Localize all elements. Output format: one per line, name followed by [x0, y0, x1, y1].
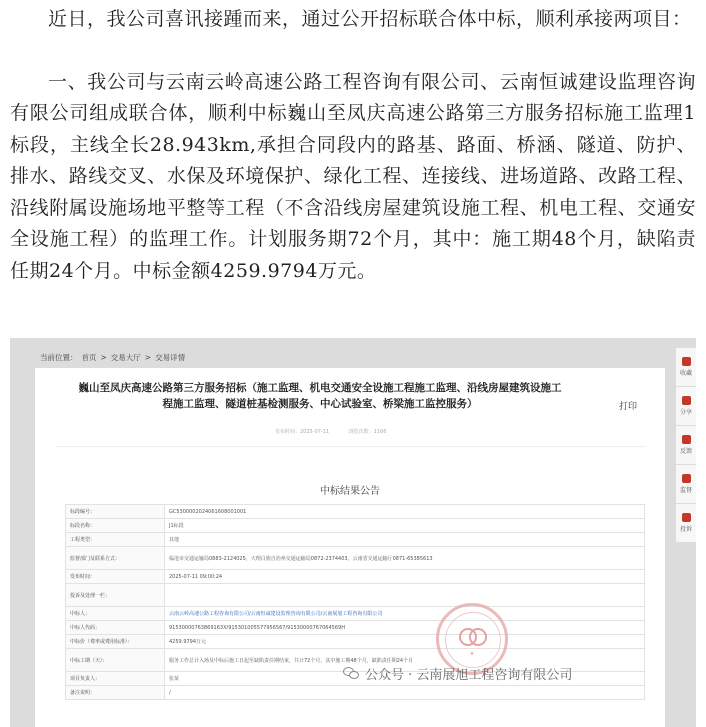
- wechat-watermark: [343, 664, 572, 683]
- row-value: GC5300002024061608001001: [165, 505, 645, 519]
- intro-paragraph: 近日，我公司喜讯接踵而来，通过公开招标联合体中标，顺利承接两项目：: [48, 8, 692, 30]
- table-row: [66, 584, 645, 607]
- row-value: 张某: [165, 672, 645, 686]
- table-row: [66, 519, 645, 533]
- sidebar-item-label: 投诉: [679, 526, 692, 533]
- table-row: [66, 570, 645, 584]
- breadcrumb-separator: >: [144, 353, 152, 362]
- table-row: [66, 635, 645, 649]
- alert-icon: [682, 513, 691, 522]
- breadcrumb-separator: >: [100, 353, 107, 362]
- message-icon: [682, 435, 691, 444]
- article: [10, 0, 696, 287]
- table-row: [66, 621, 645, 635]
- seal-emblem-right: [469, 628, 487, 646]
- row-value: 临沧市交通运输局0883-2124025，大理白族自治州交通运输局0872-2374403，云南省交通运输厅0871-65385613: [165, 547, 645, 570]
- sidebar-item-label: 监督: [679, 487, 692, 494]
- row-key: 工程类型：: [66, 533, 165, 547]
- embedded-screenshot: [10, 338, 696, 727]
- watermark-text: 公众号 · 云南展旭工程咨询有限公司: [365, 668, 573, 683]
- row-key: 中标人代码：: [66, 621, 165, 635]
- row-value: 2025-07-11 09:00:24: [165, 570, 645, 584]
- shield-icon: [682, 474, 691, 483]
- row-value: J1标段: [165, 519, 645, 533]
- table-row: [66, 607, 645, 621]
- breadcrumb-item-home[interactable]: 首页: [81, 353, 97, 362]
- sidebar-item-supervise[interactable]: [676, 465, 696, 504]
- publish-time: 发布时间：2025-07-11: [275, 429, 330, 435]
- star-icon: [682, 357, 691, 366]
- project-title: 巍山至凤庆高速公路第三方服务招标（施工监理、机电交通安全设施工程施工监理、沿线房屋建筑设施工程施工监理、隧道桩基检测服务、中心试验室、桥梁施工监控服务）: [78, 382, 562, 410]
- notice-title: 中标结果公告: [320, 486, 380, 497]
- project-one-paragraph: 一、我公司与云南云岭高速公路工程咨询有限公司、云南恒诚建设监理咨询有限公司组成联合体，顺利中标巍山至凤庆高速公路第三方服务招标施工监理1标段，主线全长28.943km,承担合同段内的路基、路面、桥涵、隧道、防护、排水、路线交叉、水保及环境保护、绿化工程、连接线、进场道路、改路工程、沿线附属设施场地平整等工程（不含沿线房屋建筑设施工程、机电工程、交通安全设施工程）的监理工作。计划服务期72个月，其中：施工期48个月，缺陷责任期24个月。中标金额4259.9794万元。: [10, 70, 696, 282]
- row-key: 项目负责人：: [66, 672, 165, 686]
- sidebar-item-feedback[interactable]: [676, 426, 696, 465]
- bid-price-value: 4259.9794万元: [165, 635, 645, 649]
- view-count: 浏览次数：1166: [348, 429, 387, 435]
- print-button[interactable]: 打印: [619, 402, 638, 412]
- publish-meta: [275, 428, 404, 435]
- table-row: [66, 686, 645, 700]
- sidebar-item-label: 收藏: [679, 370, 692, 377]
- side-toolbar: [676, 348, 696, 543]
- row-key: 备注说明：: [66, 686, 165, 700]
- row-key: 投诉及处理一栏：: [66, 584, 165, 607]
- wechat-icon: [343, 667, 360, 680]
- row-key: 标段名称：: [66, 519, 165, 533]
- sidebar-item-favorite[interactable]: [676, 348, 696, 387]
- breadcrumb-prefix: 当前位置：: [40, 353, 78, 362]
- row-key: 中标人：: [66, 607, 165, 621]
- seal-star-icon: ★: [469, 651, 475, 657]
- row-key: 中标价（费率或费用标准）：: [66, 635, 165, 649]
- row-key: 中标工期（天）：: [66, 649, 165, 672]
- row-value: 其他: [165, 533, 645, 547]
- share-icon: [682, 396, 691, 405]
- sidebar-item-label: 分享: [679, 409, 692, 416]
- row-value: /: [165, 686, 645, 700]
- breadcrumb: [40, 352, 189, 363]
- row-key: 监督部门及联系方式：: [66, 547, 165, 570]
- breadcrumb-item-detail[interactable]: 交易详情: [155, 353, 186, 362]
- table-row: [66, 533, 645, 547]
- row-value: 服务工作总计入场及中标后施工日起至缺陷责任期结束，共计72个月，其中施工期48个月，缺陷责任期24个月: [165, 649, 645, 672]
- row-value: [165, 584, 645, 607]
- sidebar-item-label: 反馈: [679, 448, 692, 455]
- row-key: 发布时间：: [66, 570, 165, 584]
- divider: [55, 446, 645, 447]
- sidebar-item-complaint[interactable]: [676, 504, 696, 543]
- table-row: [66, 505, 645, 519]
- breadcrumb-item-hall[interactable]: 交易大厅: [110, 353, 141, 362]
- sidebar-item-share[interactable]: [676, 387, 696, 426]
- winner-value: 云南云岭高速公路工程咨询有限公司/云南恒诚建设监理咨询有限公司/云南展旭工程咨询有限公司: [165, 607, 645, 621]
- table-row: [66, 547, 645, 570]
- row-value: 91530000763869163X/915301005577956567/91530000767064569H: [165, 621, 645, 635]
- row-key: 标段编号：: [66, 505, 165, 519]
